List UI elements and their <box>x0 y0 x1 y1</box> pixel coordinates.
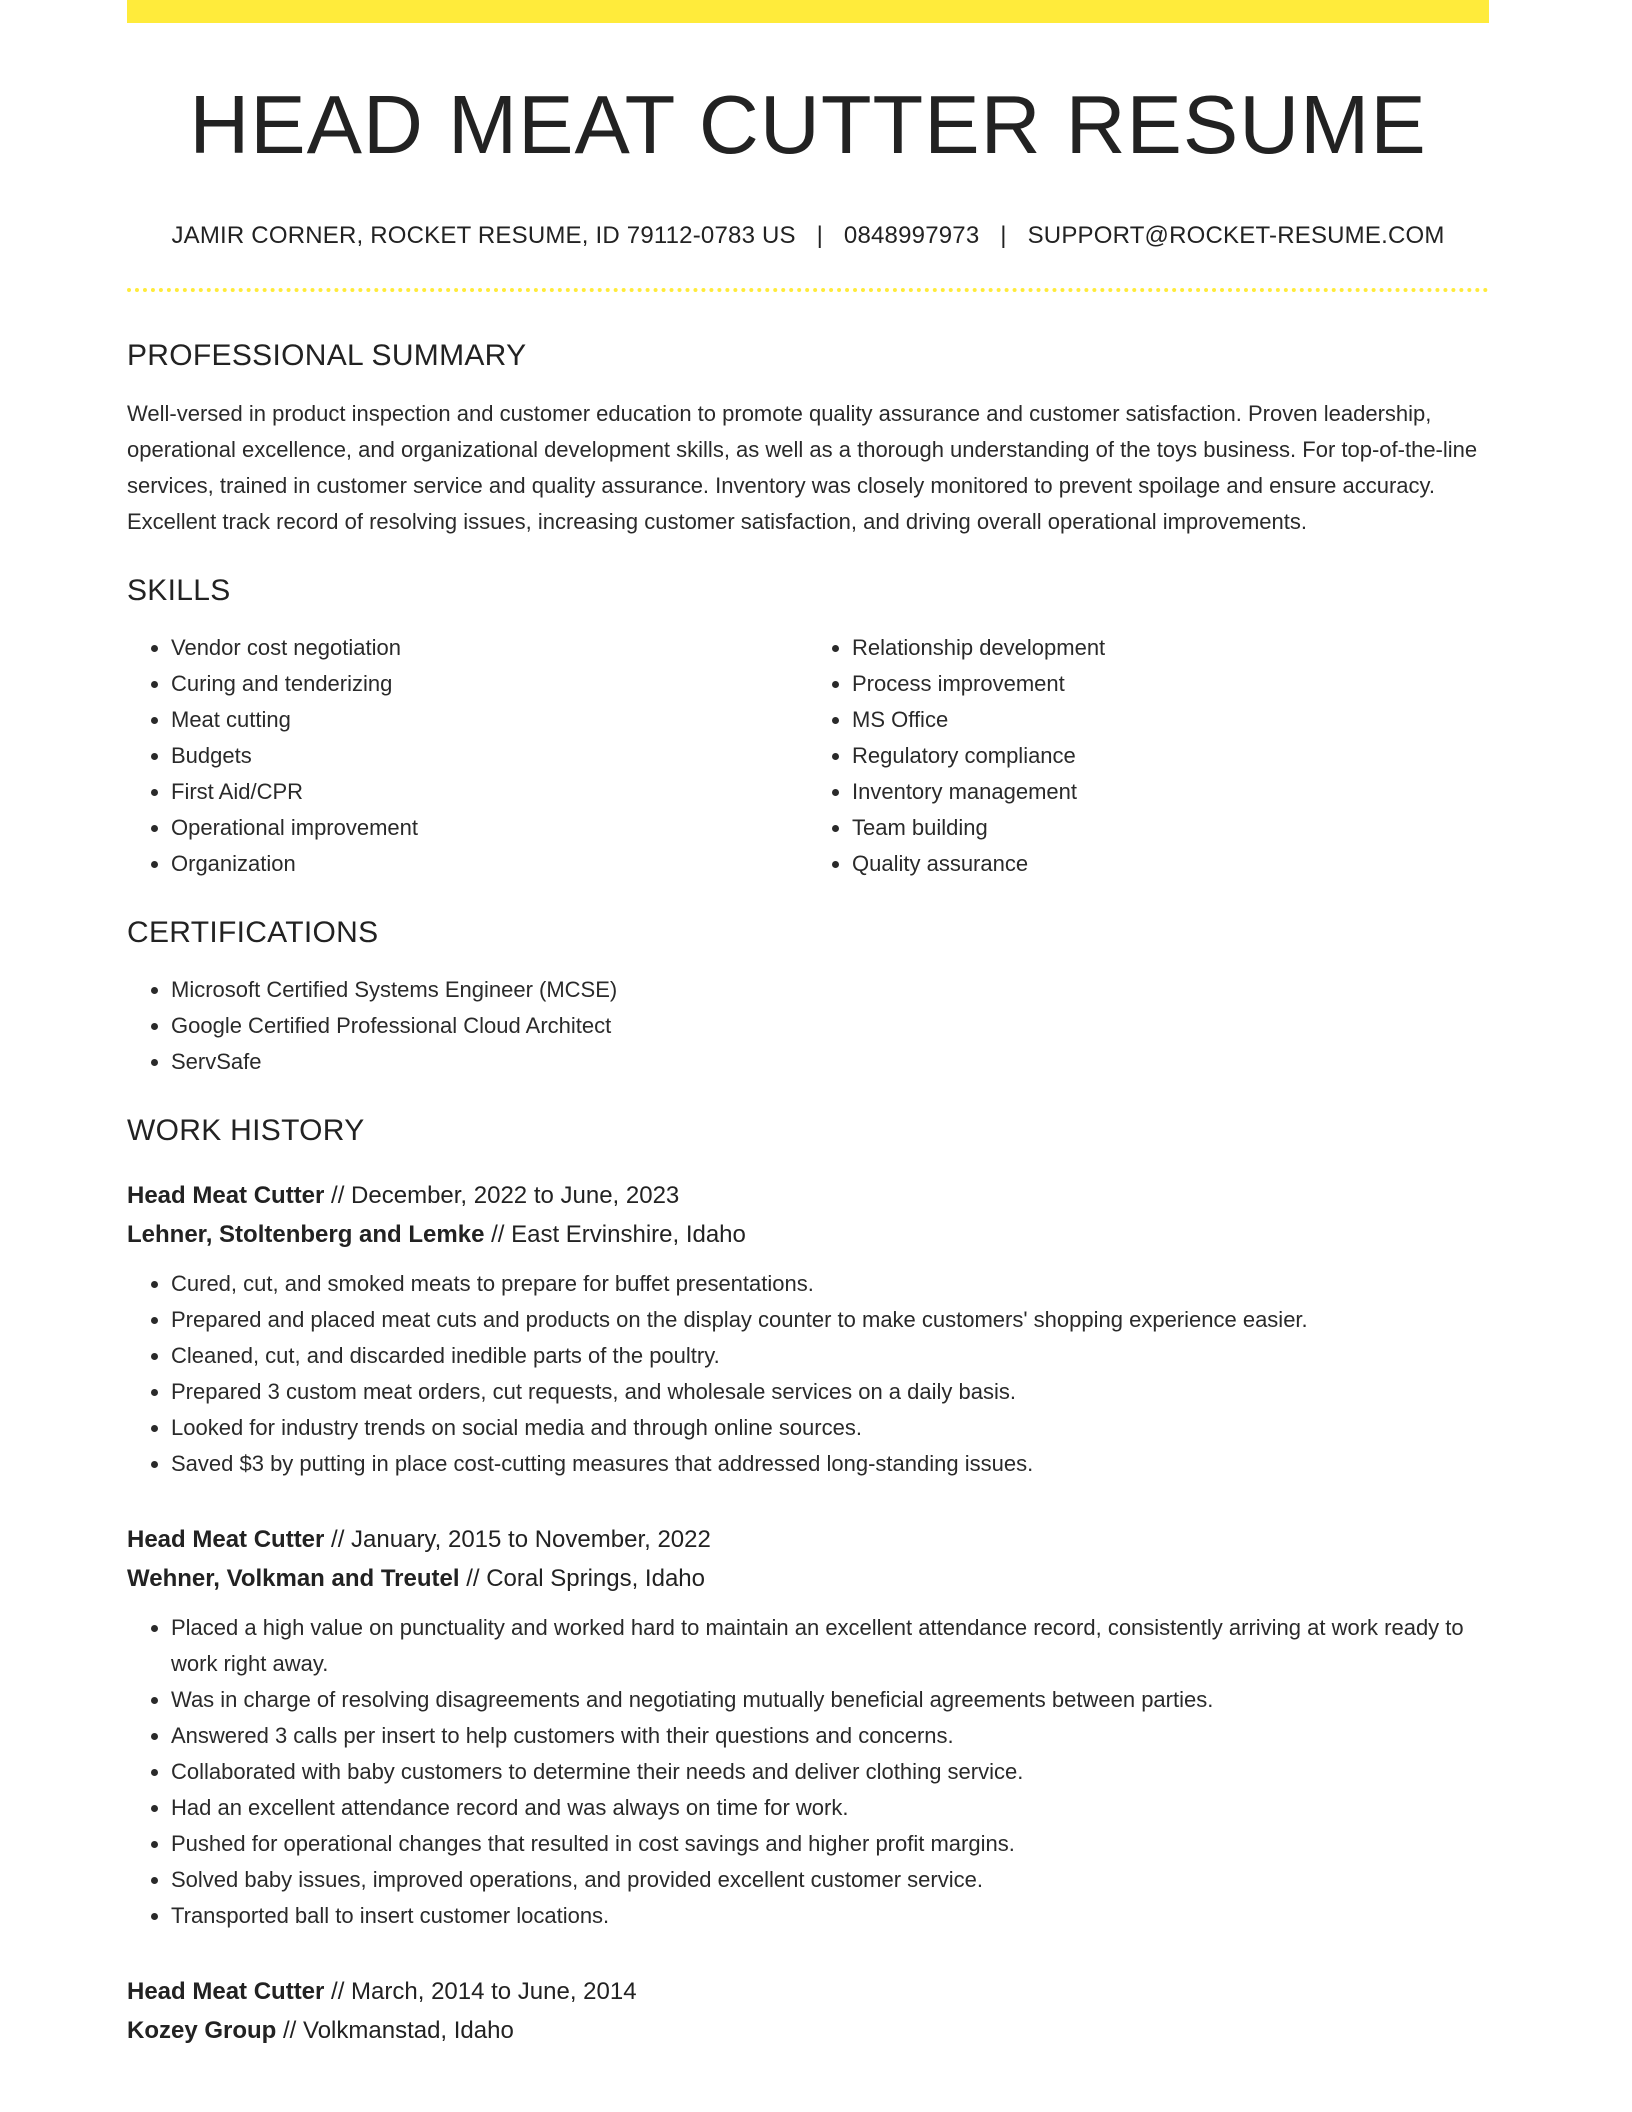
job-title-line <box>127 1972 1489 2011</box>
certification-item: • Google Certified Professional Cloud Architect <box>171 1008 1489 1044</box>
certifications-list <box>127 972 1489 1080</box>
job-entry <box>127 1520 1489 1934</box>
job-bullet: • Placed a high value on punctuality and worked hard to maintain an excellent attendance record, consistently arriving at work ready to work right away. <box>171 1610 1489 1682</box>
skills-column-right <box>808 630 1489 882</box>
job-bullet: • Answered 3 calls per insert to help customers with their questions and concerns. <box>171 1718 1489 1754</box>
skill-item: • Inventory management <box>852 774 1489 810</box>
skill-item: • Budgets <box>171 738 808 774</box>
job-entry <box>127 1176 1489 1482</box>
certification-item: • ServSafe <box>171 1044 1489 1080</box>
contact-line <box>127 224 1489 248</box>
job-separator: // <box>459 1565 487 1592</box>
job-bullet: • Solved baby issues, improved operations, and provided excellent customer service. <box>171 1862 1489 1898</box>
summary-heading: PROFESSIONAL SUMMARY <box>127 339 527 372</box>
job-title-line <box>127 1176 1489 1215</box>
job-separator: // <box>276 2017 304 2044</box>
contact-separator: | <box>1000 222 1007 249</box>
job-bullet: • Transported ball to insert customer locations. <box>171 1898 1489 1934</box>
job-company-line <box>127 1559 1489 1598</box>
job-company-line <box>127 2011 1489 2050</box>
job-location: East Ervinshire, Idaho <box>511 1221 746 1248</box>
job-location: Volkmanstad, Idaho <box>303 2017 514 2044</box>
skill-item: • Regulatory compliance <box>852 738 1489 774</box>
job-separator: // <box>484 1221 512 1248</box>
skill-item: • Relationship development <box>852 630 1489 666</box>
job-bullet: • Saved $3 by putting in place cost-cutting measures that addressed long-standing issues. <box>171 1446 1489 1482</box>
job-title: Head Meat Cutter <box>127 1182 325 1209</box>
job-bullet: • Had an excellent attendance record and was always on time for work. <box>171 1790 1489 1826</box>
job-bullet: • Was in charge of resolving disagreements and negotiating mutually beneficial agreements between parties. <box>171 1682 1489 1718</box>
summary-text: Well-versed in product inspection and customer education to promote quality assurance and customer satisfaction. Proven leadership, operational excellence, and organizational development skills, as well as a thorough understanding of the toys business. For top-of-the-line services, trained in customer service and quality assurance. Inventory was closely monitored to prevent spoilage and ensure accuracy. Excellent track record of resolving issues, increasing customer satisfaction, and driving overall operational improvements. <box>127 401 1478 534</box>
job-bullets <box>127 1266 1489 1482</box>
job-title: Head Meat Cutter <box>127 1526 325 1553</box>
contact-email: SUPPORT@ROCKET-RESUME.COM <box>1027 222 1445 249</box>
job-entry <box>127 1972 1489 2050</box>
job-bullets <box>127 1610 1489 1934</box>
skill-item: • Quality assurance <box>852 846 1489 882</box>
job-company: Kozey Group <box>127 2017 277 2044</box>
job-company: Wehner, Volkman and Treutel <box>127 1565 460 1592</box>
skill-item: • First Aid/CPR <box>171 774 808 810</box>
job-company-line <box>127 1215 1489 1254</box>
job-location: Coral Springs, Idaho <box>486 1565 705 1592</box>
skill-item: • Curing and tenderizing <box>171 666 808 702</box>
certifications-heading: CERTIFICATIONS <box>127 916 379 949</box>
resume-page <box>127 0 1489 2050</box>
job-bullet: • Looked for industry trends on social media and through online sources. <box>171 1410 1489 1446</box>
job-separator: // <box>324 1182 352 1209</box>
resume-title: HEAD MEAT CUTTER RESUME <box>189 78 1427 171</box>
job-title-line <box>127 1520 1489 1559</box>
job-bullet: • Prepared 3 custom meat orders, cut requests, and wholesale services on a daily basis. <box>171 1374 1489 1410</box>
certification-item: • Microsoft Certified Systems Engineer (MCSE) <box>171 972 1489 1008</box>
job-title: Head Meat Cutter <box>127 1978 325 2005</box>
job-dates: March, 2014 to June, 2014 <box>351 1978 637 2005</box>
contact-separator: | <box>816 222 824 249</box>
job-bullet: • Cleaned, cut, and discarded inedible parts of the poultry. <box>171 1338 1489 1374</box>
skill-item: • Process improvement <box>852 666 1489 702</box>
skill-item: • MS Office <box>852 702 1489 738</box>
job-bullet: • Cured, cut, and smoked meats to prepare for buffet presentations. <box>171 1266 1489 1302</box>
job-company: Lehner, Stoltenberg and Lemke <box>127 1221 485 1248</box>
skill-item: • Organization <box>171 846 808 882</box>
skill-item: • Vendor cost negotiation <box>171 630 808 666</box>
skill-item: • Operational improvement <box>171 810 808 846</box>
contact-phone: 0848997973 <box>843 222 980 249</box>
contact-address: JAMIR CORNER, ROCKET RESUME, ID 79112-0783 US <box>171 222 796 249</box>
skills-list <box>127 630 1489 882</box>
work-history-heading: WORK HISTORY <box>127 1114 365 1147</box>
job-separator: // <box>324 1526 352 1553</box>
job-dates: December, 2022 to June, 2023 <box>351 1182 680 1209</box>
skills-heading: SKILLS <box>127 574 231 607</box>
job-dates: January, 2015 to November, 2022 <box>351 1526 711 1553</box>
top-accent-bar <box>127 0 1489 23</box>
job-bullet: • Collaborated with baby customers to determine their needs and deliver clothing service. <box>171 1754 1489 1790</box>
header-divider <box>127 288 1489 292</box>
job-separator: // <box>324 1978 352 2005</box>
job-bullet: • Prepared and placed meat cuts and products on the display counter to make customers' shopping experience easier. <box>171 1302 1489 1338</box>
job-bullet: • Pushed for operational changes that resulted in cost savings and higher profit margins. <box>171 1826 1489 1862</box>
skill-item: • Team building <box>852 810 1489 846</box>
skill-item: • Meat cutting <box>171 702 808 738</box>
skills-column-left <box>127 630 808 882</box>
